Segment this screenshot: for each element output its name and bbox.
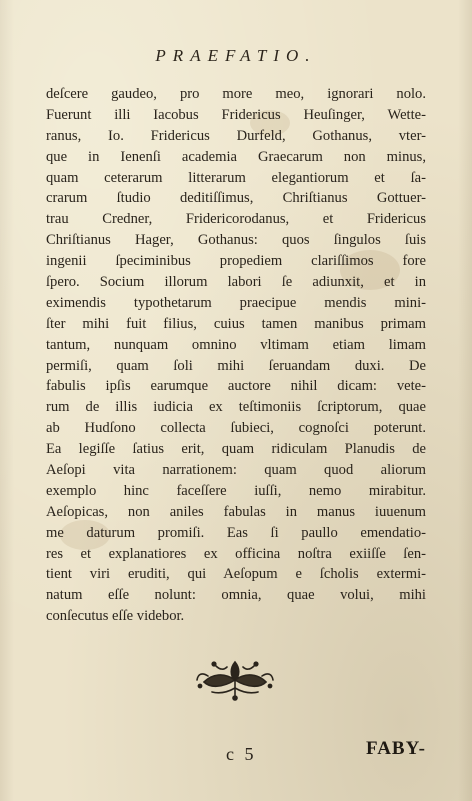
- text-line: permiſi, quam ſoli mihi ſeruandam duxi. De: [46, 357, 426, 374]
- signature-mark: c 5: [226, 744, 257, 764]
- floral-ornament-icon: [194, 654, 276, 702]
- text-line: exemplo hinc faceſſere iuſſi, nemo mirabitur.: [46, 482, 426, 499]
- text-line: Fuerunt illi Iacobus Fridericus Heuſinger, Wette-: [46, 106, 426, 123]
- text-line: ab Hudſono collecta ſubieci, cognoſci poterunt.: [46, 420, 426, 437]
- text-line: fabulis ipſis earumque auctore nihil dicam: vete-: [46, 378, 426, 395]
- text-line: crarum ſtudio deditiſſimus, Chriſtianus Gottuer-: [46, 190, 426, 207]
- text-line: deſcere gaudeo, pro more meo, ignorari nolo.: [46, 86, 426, 102]
- text-line: tantum, nunquam omnino vltimam etiam limam: [46, 336, 426, 353]
- body-text: [46, 84, 426, 627]
- text-line: ingenii ſpeciminibus propediem clariſſimos fore: [46, 253, 426, 270]
- text-line: natum eſſe nolunt: omnia, quae volui, mihi: [46, 587, 426, 604]
- text-line: que in Ienenſi academia Graecarum non minus,: [46, 148, 426, 165]
- text-line: eximendis typothetarum praecipue mendis mini-: [46, 294, 426, 311]
- text-line: Aeſopi vita narrationem: quam quod aliorum: [46, 462, 426, 479]
- text-line: Aeſopicas, non aniles fabulas in manus iuuenum: [46, 503, 426, 520]
- text-line: tient viri eruditi, qui Aeſopum e ſcholis extermi-: [46, 566, 426, 583]
- text-line: rum de illis iudicia ex teſtimoniis ſcriptorum, quae: [46, 399, 426, 416]
- text-line: trau Credner, Fridericorodanus, et Fridericus: [46, 211, 426, 228]
- text-line: me daturum promiſi. Eas ſi paullo emendatio-: [46, 524, 426, 541]
- text-line: Ea legiſſe ſatius erit, quam ridiculam Planudis de: [46, 441, 426, 458]
- text-line: quam ceterarum litterarum elegantiorum et ſa-: [46, 169, 426, 186]
- running-head: PRAEFATIO.: [155, 46, 317, 65]
- catchword: FABY-: [366, 738, 426, 759]
- text-line: ranus, Io. Fridericus Durfeld, Gothanus, vter-: [46, 127, 426, 144]
- text-line: conſecutus eſſe videbor.: [46, 608, 185, 625]
- text-line: ſpero. Socium illorum labori ſe adiunxit, et in: [46, 274, 426, 291]
- text-line: ſter mihi fuit filius, cuius tamen manibus primam: [46, 315, 426, 332]
- text-line: Chriſtianus Hager, Gothanus: quos ſingulos ſuis: [46, 232, 426, 249]
- text-line: res et explanatiores ex officina noſtra exiiſſe ſen-: [46, 545, 426, 562]
